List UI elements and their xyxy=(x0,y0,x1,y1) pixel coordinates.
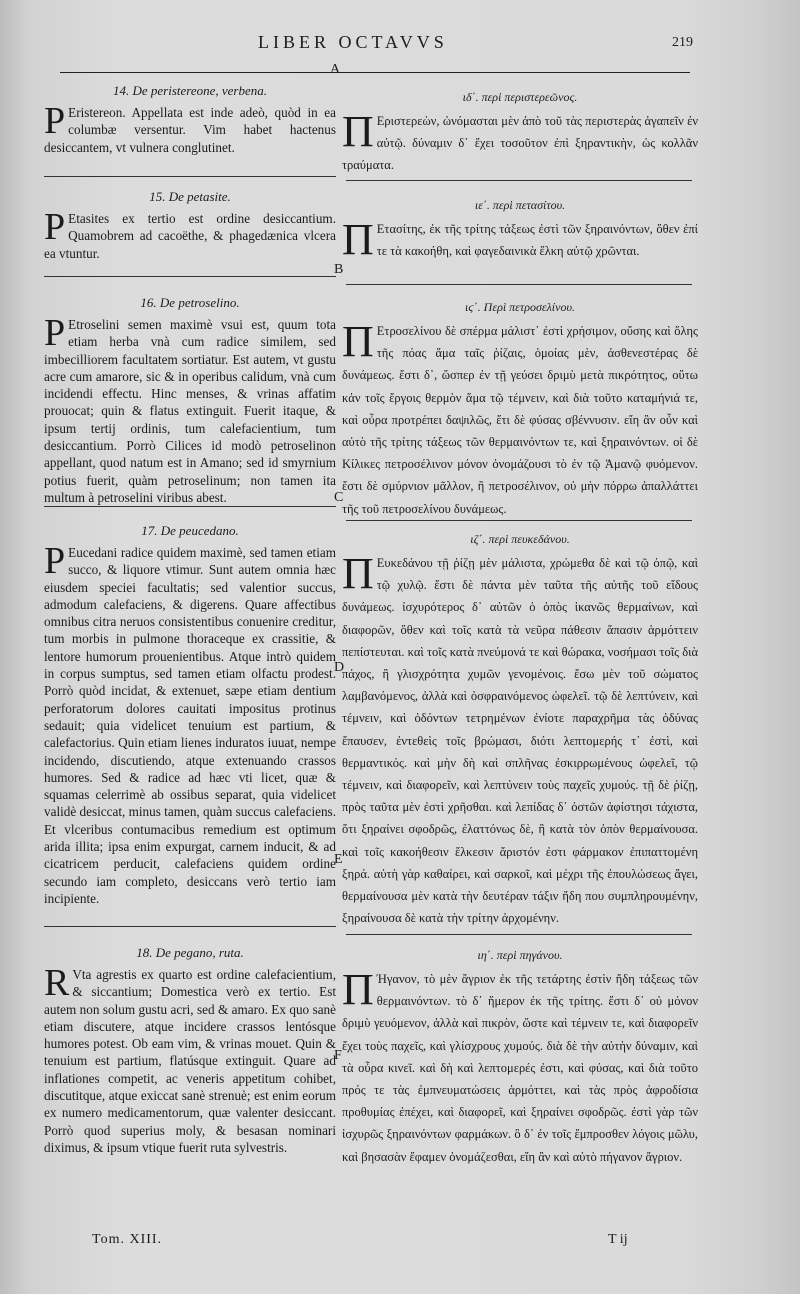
gathering-signature: T ij xyxy=(608,1232,628,1247)
section-divider xyxy=(346,934,692,935)
chapter-body: Vta agrestis ex quarto est ordine calefacientium, & siccantium; Domestica verò ex tertio. Est autem non solum gustu acri, sed & amaro. Ex quo sanè etiam discutere, atque incidere crassos lentósque humores potest. Ob eam vim, & vrinas mouet. Quin & tenuium est partium, flatúsque extinguit. Quare ad inflationes competit, ac veneris appetitum cohibet, discutitque, atque exiccat sanè strenuè; est enim eorum ex numero medicamentorum, quæ valenter desiccant. Porrò quod superius moly, & besasan nominari diximus, & ipsum vtique fuerit ruta sylvestris. xyxy=(44,967,336,1155)
drop-cap: Π xyxy=(342,549,374,598)
chapter-text xyxy=(44,206,336,262)
chapter-text xyxy=(342,549,698,929)
chapter-text xyxy=(342,107,698,177)
latin-chapter-14 xyxy=(44,82,336,156)
section-divider xyxy=(44,926,336,927)
chapter-heading: ιζ΄. περὶ πευκεδάνου. xyxy=(470,532,570,546)
chapter-body: Εριστερεὼν, ὠνόμασται μὲν ἀπὸ τοῦ τὰς περιστερὰς ἀγαπεῖν ἐν αὐτῷ. δύναμιν δ᾽ ἔχει τοσοῦτον ἐπὶ ξηραντικὴν, ὡς κολλᾶν τραύματα. xyxy=(342,114,698,173)
greek-chapter-15 xyxy=(342,196,698,262)
margin-marker-d: D xyxy=(334,660,345,675)
chapter-body: Ετροσελίνου δὲ σπέρμα μάλιστ᾽ ἐστὶ χρήσιμον, οὔσης καὶ ὅλης τῆς πόας ἅμα ταῖς ῥίζαις, ὁμοίας μὲν, ἀσθενεστέρας δὲ δυνάμεως. ἔστι δ᾽, ὥσπερ ἐν τῇ γεύσει δριμὺ μετὰ πικρότητος, οὕτω κἀν τοῖς ἔργοις θερμὸν ἅμα τῷ τέμνειν, καὶ διὰ τοῦτο καταμήνιά τε, καὶ οὖρα προτρέπει δαψιλῶς, ἔτι δὲ φύσας σβέννυσιν. εἴη ἂν οὖν καὶ αὐτὸ τῆς τρίτης τάξεως τῶν θερμαινόντων τε, καὶ ξηραινόντων. οἱ δὲ Κίλικες πετροσέλινον μόνον ὀνομάζουσι τὸ ἐν τῷ Ἀμανῷ φυόμενον. ἔστι δὲ σμύρνιον μᾶλλον, ἢ πετροσέλινον, οὐ μὴν πόρρω ἀπαλλάττει τῆς τοῦ πετροσελίνου δυνάμεως. xyxy=(342,324,698,516)
drop-cap: Π xyxy=(342,317,374,366)
margin-marker-f: F xyxy=(334,1048,342,1063)
drop-cap: P xyxy=(44,100,66,142)
chapter-text xyxy=(44,312,336,506)
chapter-body: Etroselini semen maximè vsui est, quum tota etiam herba vnà cum radice similem, sed imbecilliorem facultatem sortiatur. Est autem, vt gustu acre cum amarore, sic & in operibus calidum, vnà cum incidendi effectu. Hinc menses, & vrinas affatim prouocat; quin & flatus extinguit. Fuerit itaque, & ipsum tertij ordinis, tum calefacientium, tum desiccantium. Porrò Cilices id modò petroselinon appellant, quod natum est in Amano; sed id smyrnium potius fuerit, quàm petroselinum; non tamen ita multum à petroselini viribus abest. xyxy=(44,317,336,505)
chapter-body: Ετασίτης, ἐκ τῆς τρίτης τάξεως ἐστὶ τῶν ξηραινόντων, ὅθεν ἐπί τε τὰ κακοήθη, καὶ φαγεδαινικὰ ἕλκη αὐτῷ χρῶνται. xyxy=(376,222,698,259)
drop-cap: Π xyxy=(342,107,374,156)
drop-cap: Π xyxy=(342,215,374,264)
chapter-text xyxy=(44,100,336,156)
chapter-heading: ιη΄. περὶ πηγάνου. xyxy=(477,948,563,962)
greek-chapter-16 xyxy=(342,298,698,520)
drop-cap: Π xyxy=(342,965,374,1014)
section-divider xyxy=(44,176,336,177)
drop-cap: P xyxy=(44,312,66,354)
chapter-text xyxy=(342,317,698,520)
chapter-text xyxy=(342,215,698,264)
margin-marker-a: A xyxy=(330,62,341,77)
chapter-body: Ήγανον, τὸ μὲν ἄγριον ἐκ τῆς τετάρτης ἐστὶν ἤδη τάξεως τῶν θερμαινόντων. τὸ δ᾽ ἥμερον ἐκ τῆς τρίτης. ἔστι δ᾽ οὐ μόνον δριμὺ γευόμενον, ἀλλὰ καὶ πικρὸν, ὥστε καὶ τέμνειν τε, καὶ διαφορεῖν ἔχει τοὺς παχεῖς, καὶ γλίσχρους χυμούς. διὰ δὲ τὴν αὐτὴν δύναμιν, καὶ τὰ οὖρα κινεῖ. καὶ δὴ καὶ λεπτομερές ἐστι, καὶ φύσας, καὶ διὰ τοῦτο πρός τε τὰς ἐμπνευματώσεις ἁρμόττει, καὶ τὰς πρὸς ἀφροδίσια προθυμίας ἐπέχει, καὶ διαφορεῖ, καὶ ξηραίνει σφοδρῶς. ἐστὶ γὰρ τῶν ἰσχυρῶς ξηραινόντων φαρμάκων. ὃ δ᾽ ἐν τοῖς ἔμπροσθεν λόγοις μῶλυ, καὶ βησασὰν ἔφαμεν ὀνομάζεσθαι, εἴη ἂν καὶ αὐτὸ πήγανον ἄγριον. xyxy=(342,972,698,1164)
chapter-text xyxy=(44,540,336,907)
section-divider xyxy=(346,520,692,521)
folio-number: 219 xyxy=(672,35,693,50)
chapter-heading: ιϛ΄. Περὶ πετροσελίνου. xyxy=(465,300,575,314)
chapter-text xyxy=(342,965,698,1168)
section-divider xyxy=(346,180,692,181)
chapter-heading: 16. De petroselino. xyxy=(140,295,240,310)
chapter-heading: 17. De peucedano. xyxy=(141,523,239,538)
chapter-heading: 14. De peristereone, verbena. xyxy=(112,83,268,98)
chapter-body: Ευκεδάνου τῇ ῥίζῃ μὲν μάλιστα, χρώμεθα δὲ καὶ τῷ ὀπῷ, καὶ τῷ χυλῷ. ἔστι δὲ πάντα μὲν ταῦτα τῆς αὐτῆς τοῦ εἴδους δυνάμεως. ἰσχυρότερος δ᾽ αὐτῶν ὁ ὀπὸς ἱκανῶς θερμαίνων, καὶ διαφορῶν, ὅθεν καὶ τοῖς κατὰ τὰ νεῦρα πάθεσιν ἅπασιν ἁρμόττειν πεπίστευται. καὶ τοῖς κατὰ πνεύμονά τε καὶ θώρακα, νοσήμασι τοῖς διὰ πάχος, ἢ γλισχρότητα χυμῶν γενομένοις. ἔσω μὲν τοῦ σώματος λαμβανόμενος, ἀλλὰ καὶ ὀσφραινόμενος ὠφελεῖ. τῷ δὲ λεπτύνειν, καὶ τέμνειν, καὶ ὀδόντων τετρημένων ἐνίοτε παραχρῆμα τὰς ὀδύνας ἔπαυσεν, ἐντεθεὶς τοῖς βρώμασι, διότι λεπτομερής τ᾽ ἐστὶ, καὶ θερμαντικός. καὶ μὴν δὴ καὶ σπλῆνας ἐσκιρρωμένους ὠφελεῖ, τῷ τέμνειν, καὶ διαφορεῖν, καὶ λεπτύνειν τοὺς παχεῖς χυμούς. τῇ δὲ ῥίζῃ, πρὸς ταῦτα μὲν ἐστὶ χρῆσθαι. καὶ λεπίδας δ᾽ ὀστῶν ἀφίστησι τάχιστα, ὅτι ξηραίνει σφοδρῶς, ἐλαττόνως δὲ, ἢ κατὰ τὸν ὀπὸν θερμαίνουσα. καὶ τοῖς κακοήθεσιν ἕλκεσιν ἄριστόν ἐστι φάρμακον ἐπιπαττομένη ξηρά. αὐτὴ γὰρ καθαίρει, καὶ σαρκοῖ, καὶ μέχρι τῆς ἐπουλώσεως ἄγει, θερμαίνουσα μὲν κατὰ τὴν δευτέραν τάξιν ἤδη που συμπληρουμένην, ξηραίνουσα δὲ κατὰ τὴν τρίτην ἀρχομένην. xyxy=(342,556,698,926)
latin-chapter-16 xyxy=(44,294,336,506)
header-rule xyxy=(60,72,690,73)
drop-cap: P xyxy=(44,206,66,248)
chapter-heading: 18. De pegano, ruta. xyxy=(136,945,244,960)
chapter-heading: ιε΄. περὶ πετασίτου. xyxy=(474,198,566,212)
greek-chapter-17 xyxy=(342,530,698,929)
chapter-heading: 15. De petasite. xyxy=(149,189,231,204)
running-head xyxy=(0,32,800,60)
chapter-body: Eristereon. Appellata est inde adeò, quòd in ea columbæ versentur. Vim habet hactenus desiccantem, vt vulnera conglutinet. xyxy=(44,105,336,155)
margin-marker-c: C xyxy=(334,490,344,505)
margin-marker-b: B xyxy=(334,262,344,277)
drop-cap: R xyxy=(44,962,70,1004)
chapter-body: Eucedani radice quidem maximè, sed tamen etiam succo, & liquore vtimur. Sunt autem omnia hæc eiusdem speciei facultatis; sed valentior succus, admodum calefaciens, & digerens. Quare affectibus omnibus citra neruos consistentibus conuenire creditur, tum morbis in pulmone thoraceque ex crassitie, & lentore humorum prouenientibus. Atque intrò quidem in corpus sumptus, sed tamen etiam olfactu prodest. Porrò quòd incidat, & extenuet, sæpe etiam dentium perforatorum dolores cauitati impositus protinus sedauit; quia videlicet tenuium est partium, & calefactorius. Quin etiam lienes induratos iuuat, nempe incidendo, discutiendo, atque extenuando crassos humores. Sed & radice ad hæc vti licet, quæ & squamas celerrimè ab ossibus separat, quia videlicet validè desiccat, minus tamen, quàm succus calefaciens. Et vlceribus contumacibus remedium est optimum arida illita; ipsa enim expurgat, carnem inducit, & ad cicatricem perducit, calefaciens quidem ordine secundo iam completo, desiccans verò tertio iam incipiente. xyxy=(44,545,336,906)
margin-marker-e: E xyxy=(334,852,343,867)
greek-chapter-18 xyxy=(342,946,698,1168)
running-title: LIBER OCTAVVS xyxy=(258,32,448,52)
section-divider xyxy=(44,506,336,507)
chapter-heading: ιδ΄. περὶ περιστερεῶνος. xyxy=(462,90,578,104)
volume-signature: Tom. XIII. xyxy=(92,1232,163,1247)
chapter-text xyxy=(44,962,336,1156)
latin-chapter-15 xyxy=(44,188,336,262)
section-divider xyxy=(346,284,692,285)
latin-chapter-17 xyxy=(44,522,336,907)
chapter-body: Etasites ex tertio est ordine desiccantium. Quamobrem ad cacoëthe, & phagedænica vlcera ea vtuntur. xyxy=(44,211,336,261)
section-divider xyxy=(44,276,336,277)
latin-chapter-18 xyxy=(44,944,336,1156)
drop-cap: P xyxy=(44,540,66,582)
greek-chapter-14 xyxy=(342,88,698,177)
